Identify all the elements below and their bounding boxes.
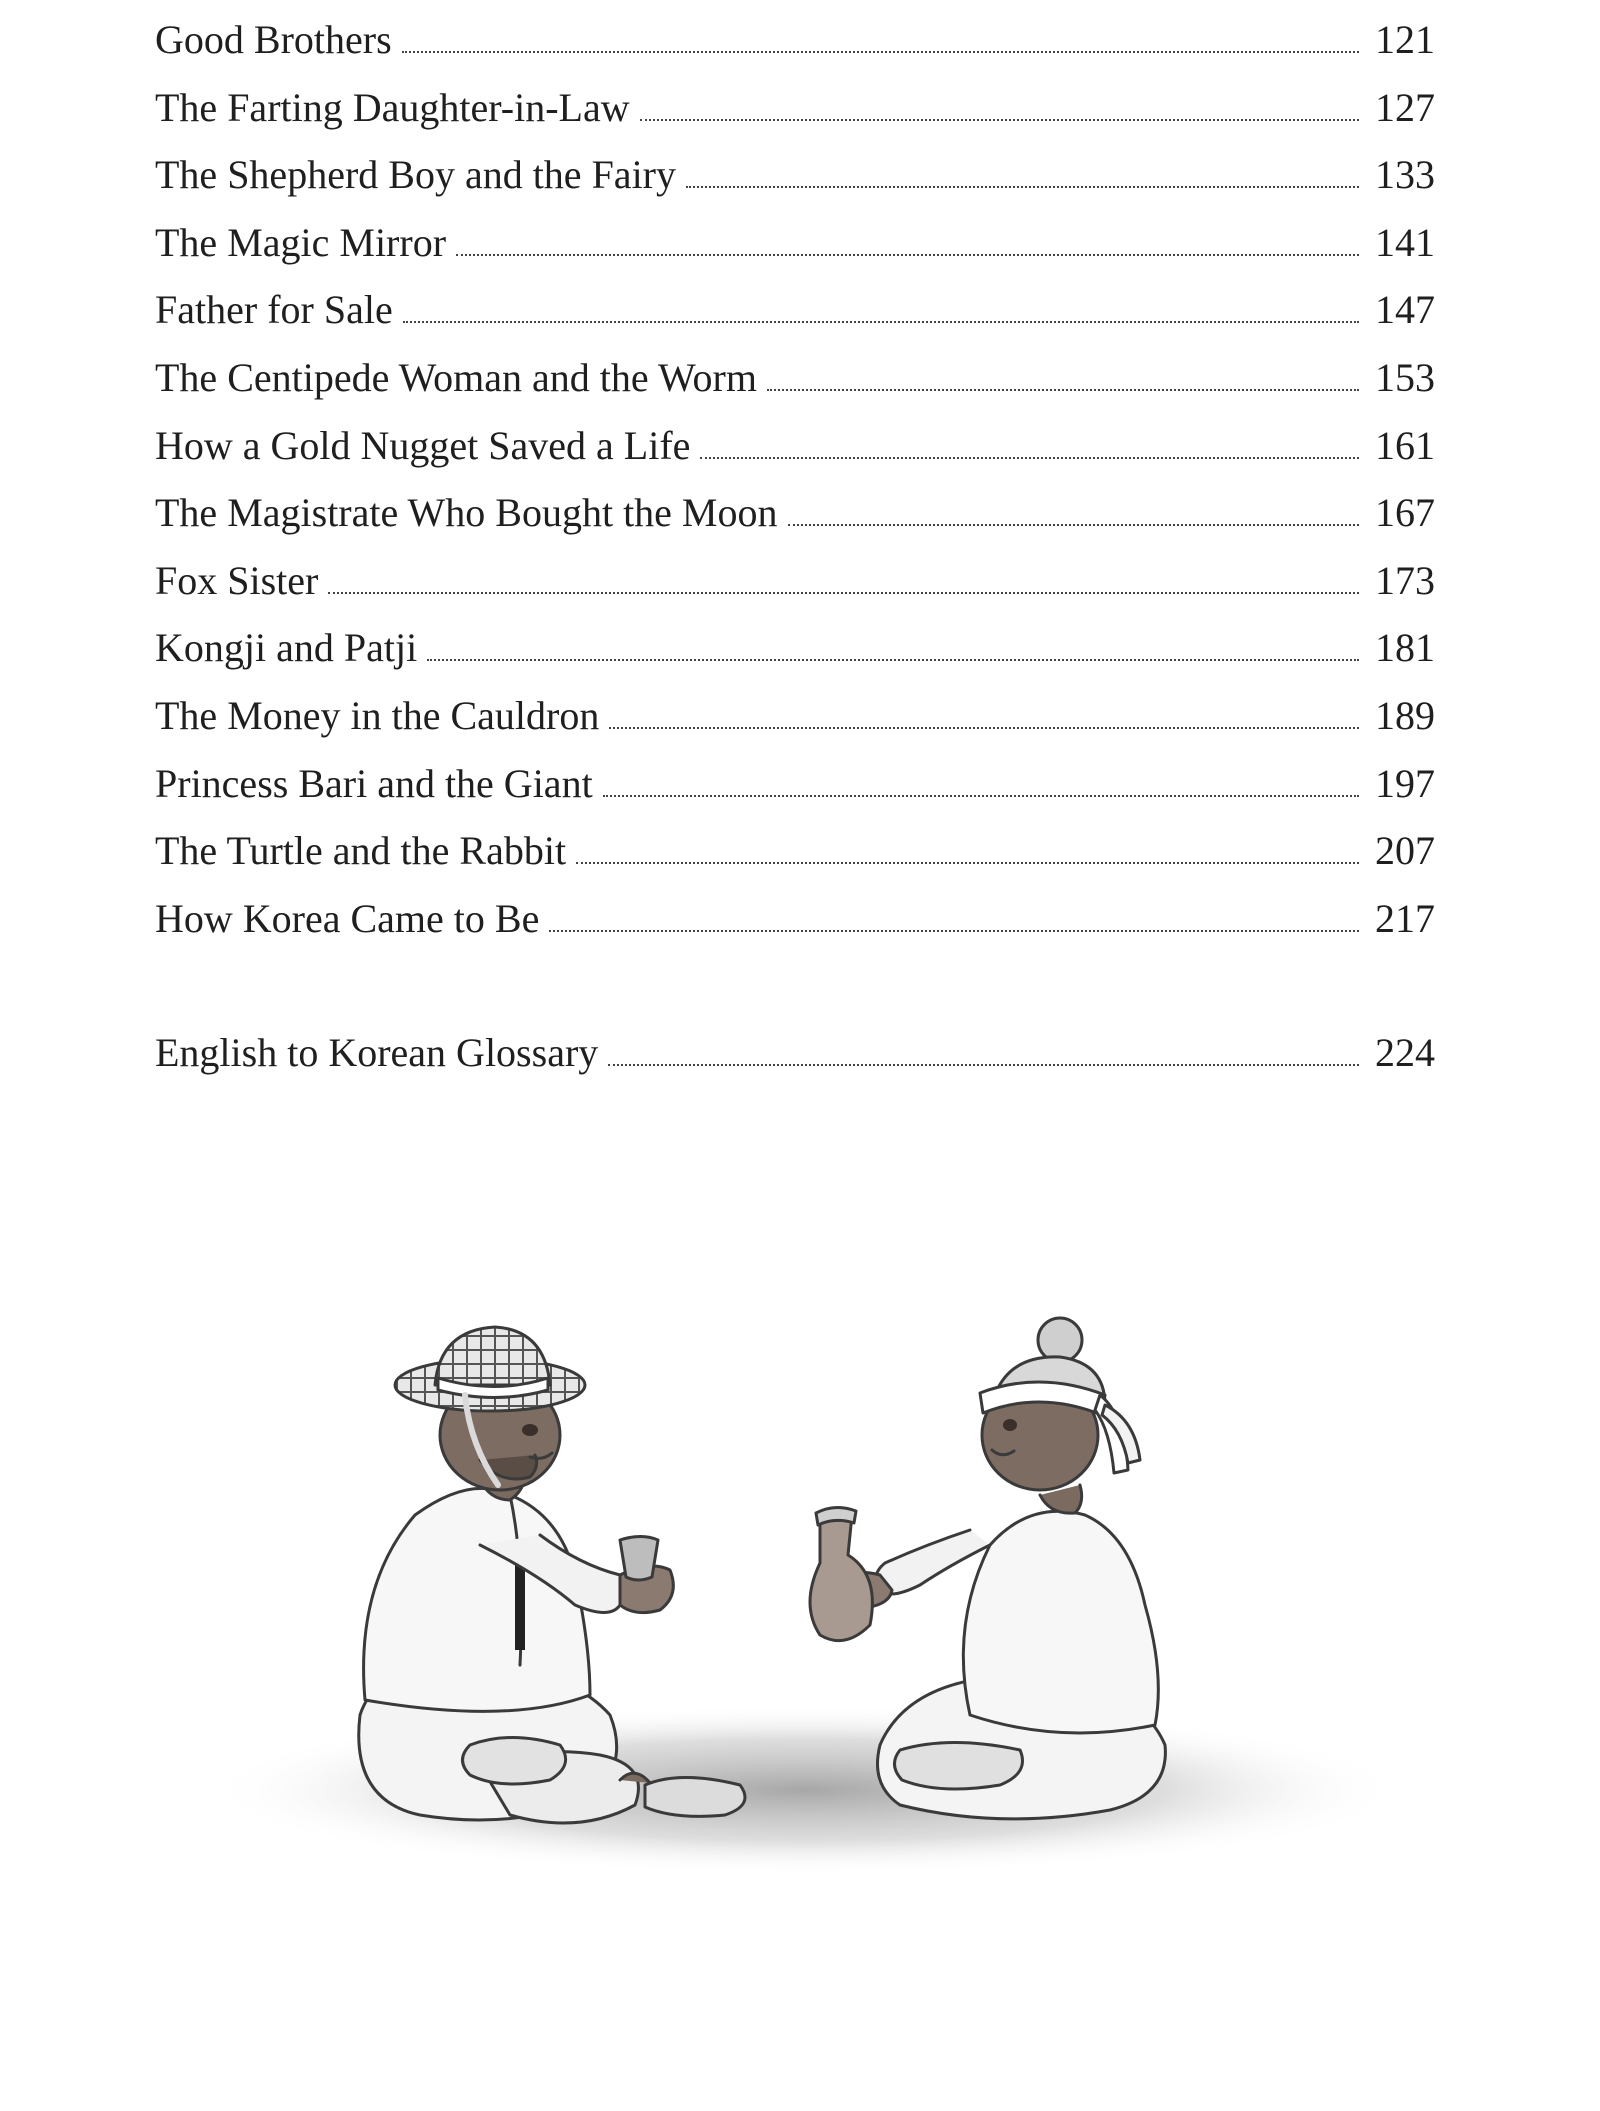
toc-entry-title: Kongji and Patji	[155, 625, 418, 671]
toc-dot-leader	[328, 552, 1359, 594]
toc-dot-leader	[403, 281, 1359, 323]
toc-entry-title: English to Korean Glossary	[155, 1030, 599, 1076]
toc-entry-title: Good Brothers	[155, 17, 392, 62]
toc-entry-page: 167	[1375, 490, 1435, 536]
toc-entry-title: Princess Bari and the Giant	[155, 760, 593, 806]
toc-entry-page: 217	[1375, 895, 1435, 941]
toc-dot-leader	[686, 146, 1359, 188]
toc-entry-farting-daughter-in-law[interactable]	[155, 74, 1435, 142]
toc-entry-page: 153	[1375, 354, 1435, 400]
toc-dot-leader	[576, 822, 1359, 864]
toc-entry-money-in-cauldron[interactable]	[155, 682, 1435, 750]
toc-dot-leader	[640, 79, 1359, 121]
toc-entry-title: The Farting Daughter-in-Law	[155, 84, 630, 130]
toc-entry-glossary[interactable]	[155, 1019, 1435, 1087]
toc-entry-page: 147	[1375, 287, 1435, 333]
table-of-contents	[155, 6, 1435, 1087]
toc-entry-title: The Magic Mirror	[155, 219, 447, 265]
toc-entry-title: The Money in the Cauldron	[155, 692, 600, 738]
toc-entry-page: 197	[1375, 760, 1435, 806]
toc-entry-title: How Korea Came to Be	[155, 895, 540, 941]
toc-dot-leader	[456, 214, 1359, 256]
toc-entry-gold-nugget-saved-life[interactable]	[155, 412, 1435, 480]
toc-entry-fox-sister[interactable]	[155, 547, 1435, 615]
toc-entry-shepherd-boy-and-fairy[interactable]	[155, 141, 1435, 209]
toc-entry-how-korea-came-to-be[interactable]	[155, 885, 1435, 953]
toc-entry-father-for-sale[interactable]	[155, 276, 1435, 344]
toc-entry-page: 127	[1375, 84, 1435, 130]
toc-entry-title: How a Gold Nugget Saved a Life	[155, 422, 691, 468]
toc-entry-page: 181	[1375, 625, 1435, 671]
toc-entry-title: Fox Sister	[155, 557, 319, 603]
toc-dot-leader	[788, 484, 1360, 526]
toc-dot-leader	[609, 687, 1359, 729]
toc-entry-page: 189	[1375, 692, 1435, 738]
toc-entry-title: The Shepherd Boy and the Fairy	[155, 152, 676, 198]
toc-entry-page: 121	[1375, 17, 1435, 62]
toc-dot-leader	[549, 890, 1359, 932]
toc-entry-princess-bari-and-giant[interactable]	[155, 750, 1435, 818]
toc-dot-leader	[767, 349, 1359, 391]
toc-entry-good-brothers[interactable]	[155, 6, 1435, 74]
toc-entry-magistrate-bought-moon[interactable]	[155, 479, 1435, 547]
toc-entry-page: 161	[1375, 422, 1435, 468]
toc-entry-turtle-and-rabbit[interactable]	[155, 817, 1435, 885]
toc-entry-title: The Magistrate Who Bought the Moon	[155, 490, 778, 536]
toc-entry-magic-mirror[interactable]	[155, 209, 1435, 277]
toc-entry-page: 207	[1375, 828, 1435, 874]
two-men-sharing-drink-illustration	[180, 1245, 1430, 1885]
toc-entry-page: 133	[1375, 152, 1435, 198]
toc-entry-page: 173	[1375, 557, 1435, 603]
toc-dot-leader	[608, 1024, 1359, 1066]
toc-entry-page: 141	[1375, 219, 1435, 265]
toc-entry-centipede-woman-and-worm[interactable]	[155, 344, 1435, 412]
toc-entry-title: The Turtle and the Rabbit	[155, 828, 567, 874]
toc-entry-title: The Centipede Woman and the Worm	[155, 354, 757, 400]
toc-entry-page: 224	[1375, 1030, 1435, 1076]
toc-dot-leader	[427, 619, 1359, 661]
toc-entry-title: Father for Sale	[155, 287, 393, 333]
toc-dot-leader	[402, 11, 1359, 53]
toc-dot-leader	[603, 755, 1359, 797]
toc-entry-kongji-and-patji[interactable]	[155, 614, 1435, 682]
toc-dot-leader	[700, 417, 1359, 459]
